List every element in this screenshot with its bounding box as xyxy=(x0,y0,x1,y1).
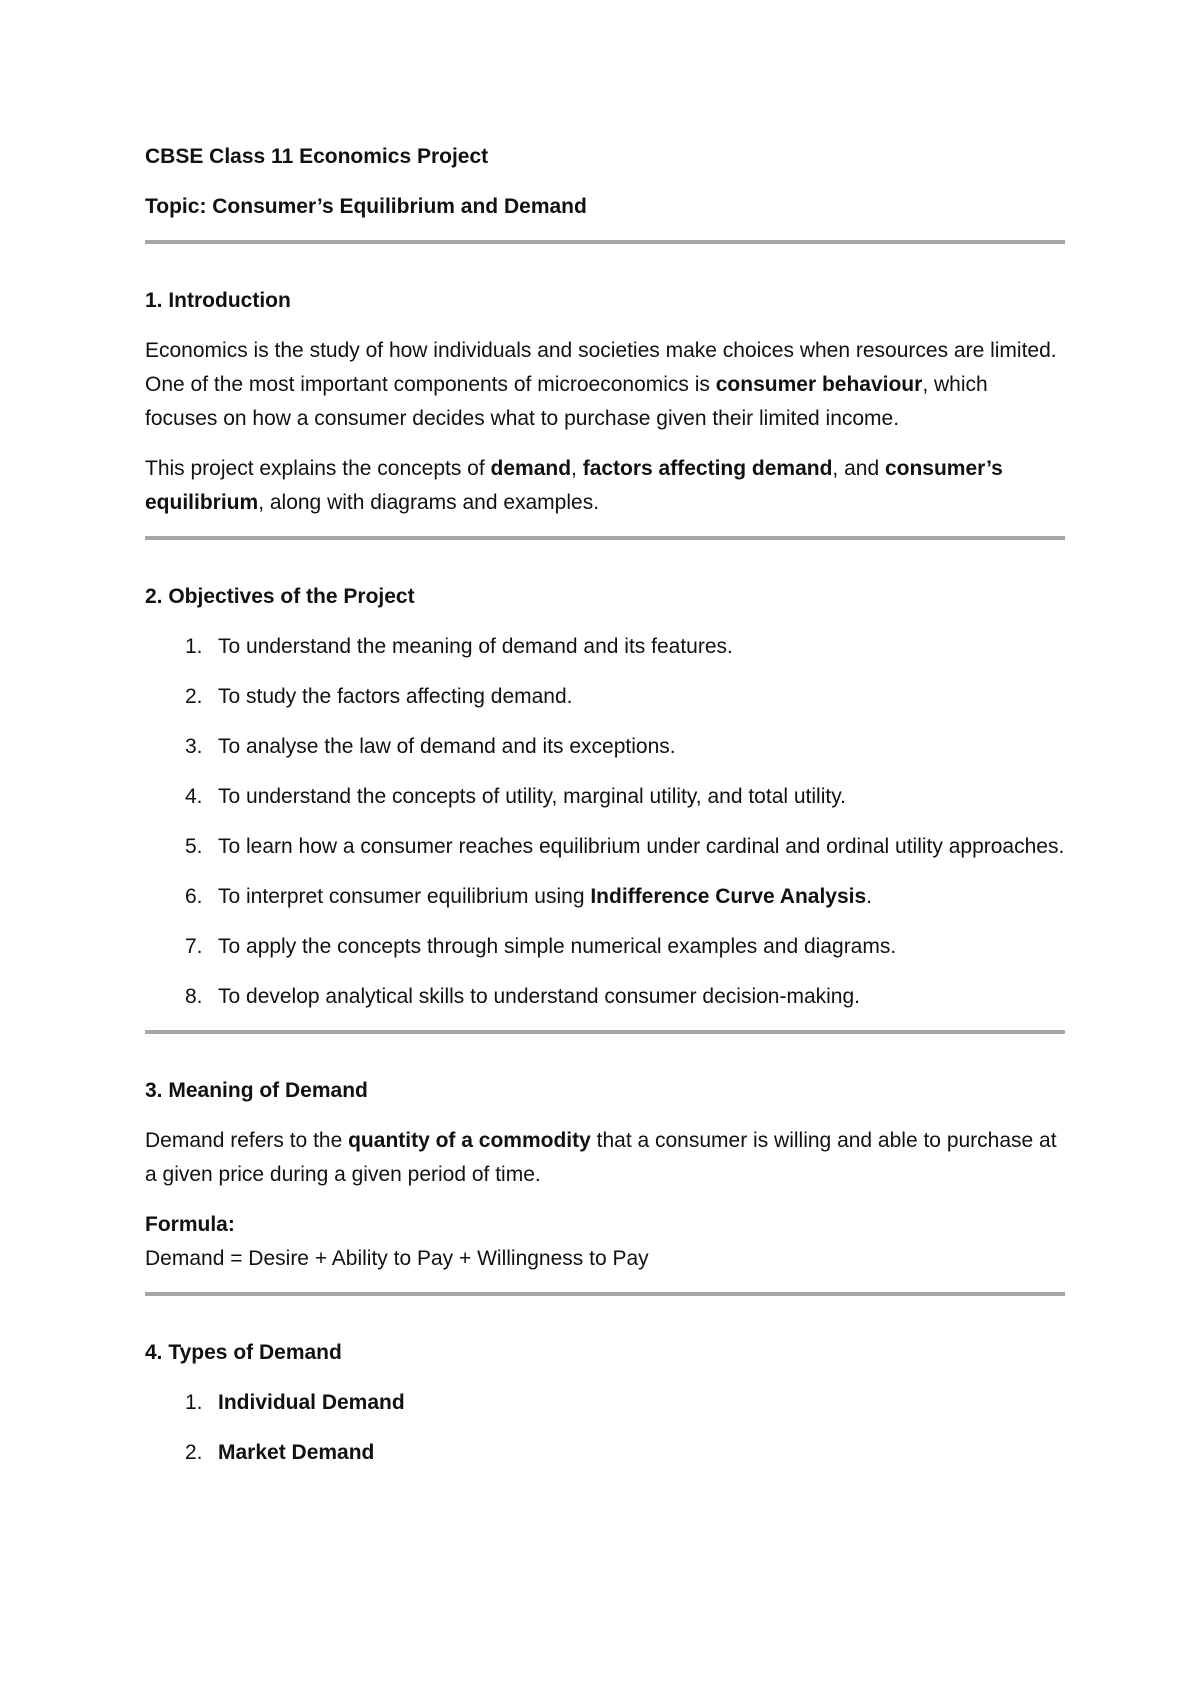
section-divider xyxy=(145,240,1065,244)
section-heading-objectives: 2. Objectives of the Project xyxy=(145,585,415,608)
text-run: This project explains the concepts of xyxy=(145,457,491,480)
list-number: 3. xyxy=(185,735,203,758)
list-number: 7. xyxy=(185,935,203,958)
meaning-paragraph xyxy=(145,1124,1065,1192)
formula-text: Demand = Desire + Ability to Pay + Willingness to Pay xyxy=(145,1247,649,1270)
list-number: 2. xyxy=(185,685,203,708)
list-item-text: To understand the concepts of utility, marginal utility, and total utility. xyxy=(218,785,846,808)
list-item xyxy=(145,880,1065,914)
document-topic: Topic: Consumer’s Equilibrium and Demand xyxy=(145,195,587,218)
list-item-text: Individual Demand xyxy=(218,1391,405,1414)
list-number: 5. xyxy=(185,835,203,858)
list-item xyxy=(145,830,1065,864)
text-run: , which focuses on how a consumer decides what to purchase given their limited income. xyxy=(145,373,988,430)
list-number: 6. xyxy=(185,885,203,908)
list-number: 2. xyxy=(185,1441,203,1464)
list-item xyxy=(145,1386,1065,1420)
list-number: 4. xyxy=(185,785,203,808)
list-item xyxy=(145,980,1065,1014)
list-item xyxy=(145,1436,1065,1470)
section-heading-introduction: 1. Introduction xyxy=(145,289,291,312)
bold-term: consumer’s equilibrium xyxy=(145,457,1003,514)
document-page xyxy=(145,140,1065,1470)
text-run: that a consumer is willing and able to purchase at a given price during a given period of time. xyxy=(145,1129,1057,1186)
text-run: , along with diagrams and examples. xyxy=(258,491,600,514)
text-run: . xyxy=(866,885,873,908)
list-item-text: To apply the concepts through simple numerical examples and diagrams. xyxy=(218,935,897,958)
text-run: , xyxy=(571,457,583,480)
bold-term: Indifference Curve Analysis xyxy=(590,885,867,908)
document-title: CBSE Class 11 Economics Project xyxy=(145,145,489,168)
text-run: To interpret consumer equilibrium using xyxy=(218,885,591,908)
section-divider xyxy=(145,1292,1065,1296)
section-divider xyxy=(145,536,1065,540)
list-number: 8. xyxy=(185,985,203,1008)
text-run: Economics is the study of how individuals and societies make choices when resources are limited. One of the most important components of microeconomics is xyxy=(145,339,1057,396)
list-number: 1. xyxy=(185,635,203,658)
list-item xyxy=(145,930,1065,964)
list-item-text: To learn how a consumer reaches equilibrium under cardinal and ordinal utility approaches. xyxy=(218,835,1065,858)
list-item xyxy=(145,630,1065,664)
list-item xyxy=(145,680,1065,714)
section-divider xyxy=(145,1030,1065,1034)
text-run: Demand refers to the xyxy=(145,1129,349,1152)
list-item-text: To develop analytical skills to understand consumer decision-making. xyxy=(218,985,860,1008)
list-number: 1. xyxy=(185,1391,203,1414)
list-item-text: To study the factors affecting demand. xyxy=(218,685,573,708)
list-item xyxy=(145,780,1065,814)
bold-term: quantity of a commodity xyxy=(348,1129,591,1152)
bold-term: factors affecting demand xyxy=(582,457,833,480)
types-list xyxy=(145,1386,1065,1470)
formula-label: Formula: xyxy=(145,1213,235,1236)
bold-term: consumer behaviour xyxy=(715,373,923,396)
list-item-text: To analyse the law of demand and its exceptions. xyxy=(218,735,676,758)
section-heading-types: 4. Types of Demand xyxy=(145,1341,342,1364)
list-item xyxy=(145,730,1065,764)
section-heading-meaning: 3. Meaning of Demand xyxy=(145,1079,368,1102)
list-item-text: Market Demand xyxy=(218,1441,375,1464)
introduction-paragraph-1 xyxy=(145,334,1065,436)
bold-term: demand xyxy=(490,457,572,480)
list-item-text: To understand the meaning of demand and its features. xyxy=(218,635,733,658)
introduction-paragraph-2 xyxy=(145,452,1065,520)
text-run: , and xyxy=(832,457,885,480)
objectives-list xyxy=(145,630,1065,1014)
